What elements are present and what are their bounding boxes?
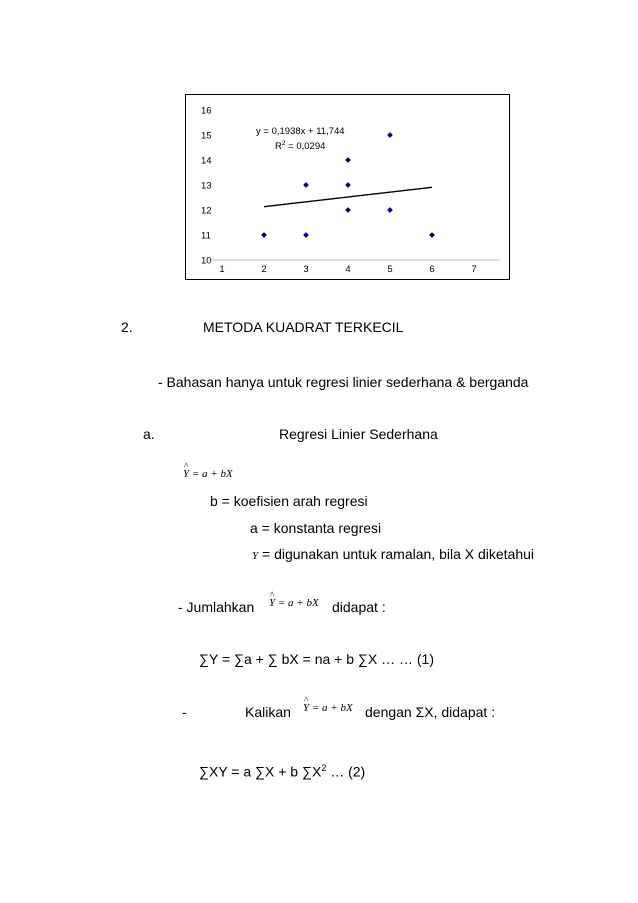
step2-model-equation: ^ Y = a + bX [303, 702, 353, 714]
data-point [261, 232, 267, 238]
y-tick-label: 10 [201, 255, 212, 267]
step1-lead: - Jumlahkan [178, 599, 255, 615]
x-tick-label: 5 [387, 264, 393, 275]
data-point [387, 132, 393, 138]
subsection-title: Regresi Linier Sederhana [279, 426, 438, 442]
x-tick-label: 7 [471, 264, 477, 275]
trendline [264, 187, 432, 206]
data-point [303, 182, 309, 188]
step1-model-equation: ^ Y = a + bX [269, 597, 319, 609]
trendline-equation: y = 0,1938x + 11,744 [256, 126, 345, 137]
section-title: METODA KUADRAT TERKECIL [203, 319, 404, 335]
data-point [303, 232, 309, 238]
y-tick-label: 15 [201, 130, 212, 142]
data-point [345, 182, 351, 188]
y-tick-label: 14 [201, 155, 212, 167]
scatter-chart [185, 94, 510, 280]
equation-1: ∑Y = ∑a + ∑ bX = na + b ∑X … … (1) [199, 651, 434, 667]
data-point [345, 157, 351, 163]
def-a: a = konstanta regresi [250, 520, 382, 536]
model-equation: ^ Y = a + bX [183, 468, 233, 480]
section-number: 2. [121, 319, 133, 335]
x-tick-label: 6 [429, 264, 435, 275]
def-b: b = koefisien arah regresi [210, 493, 368, 509]
y-tick-label: 12 [201, 205, 212, 217]
data-point [429, 232, 435, 238]
equation-2: ∑XY = a ∑X + b $\sum X^2$ … (2) [199, 763, 366, 780]
y-tick-label: 13 [201, 180, 212, 192]
def-yhat: Y = digunakan untuk ramalan, bila X diketahui [252, 546, 535, 562]
step2-tail: dengan ΣX, didapat : [365, 704, 496, 720]
step1-tail: didapat : [332, 599, 386, 615]
subsection-letter: a. [143, 426, 155, 442]
step2-dash: - [182, 704, 187, 720]
x-tick-label: 2 [261, 264, 267, 275]
data-point [387, 207, 393, 213]
x-tick-label: 3 [303, 264, 309, 275]
y-tick-label: 16 [201, 105, 212, 117]
step2-lead: Kalikan [245, 704, 291, 720]
r-squared-label: $R^2 = 0,0294$ [275, 140, 326, 152]
scope-note: - Bahasan hanya untuk regresi linier sederhana & berganda [158, 374, 529, 390]
x-tick-label: 4 [345, 264, 351, 275]
y-tick-label: 11 [201, 230, 211, 242]
x-tick-label: 1 [219, 264, 225, 275]
data-point [345, 207, 351, 213]
